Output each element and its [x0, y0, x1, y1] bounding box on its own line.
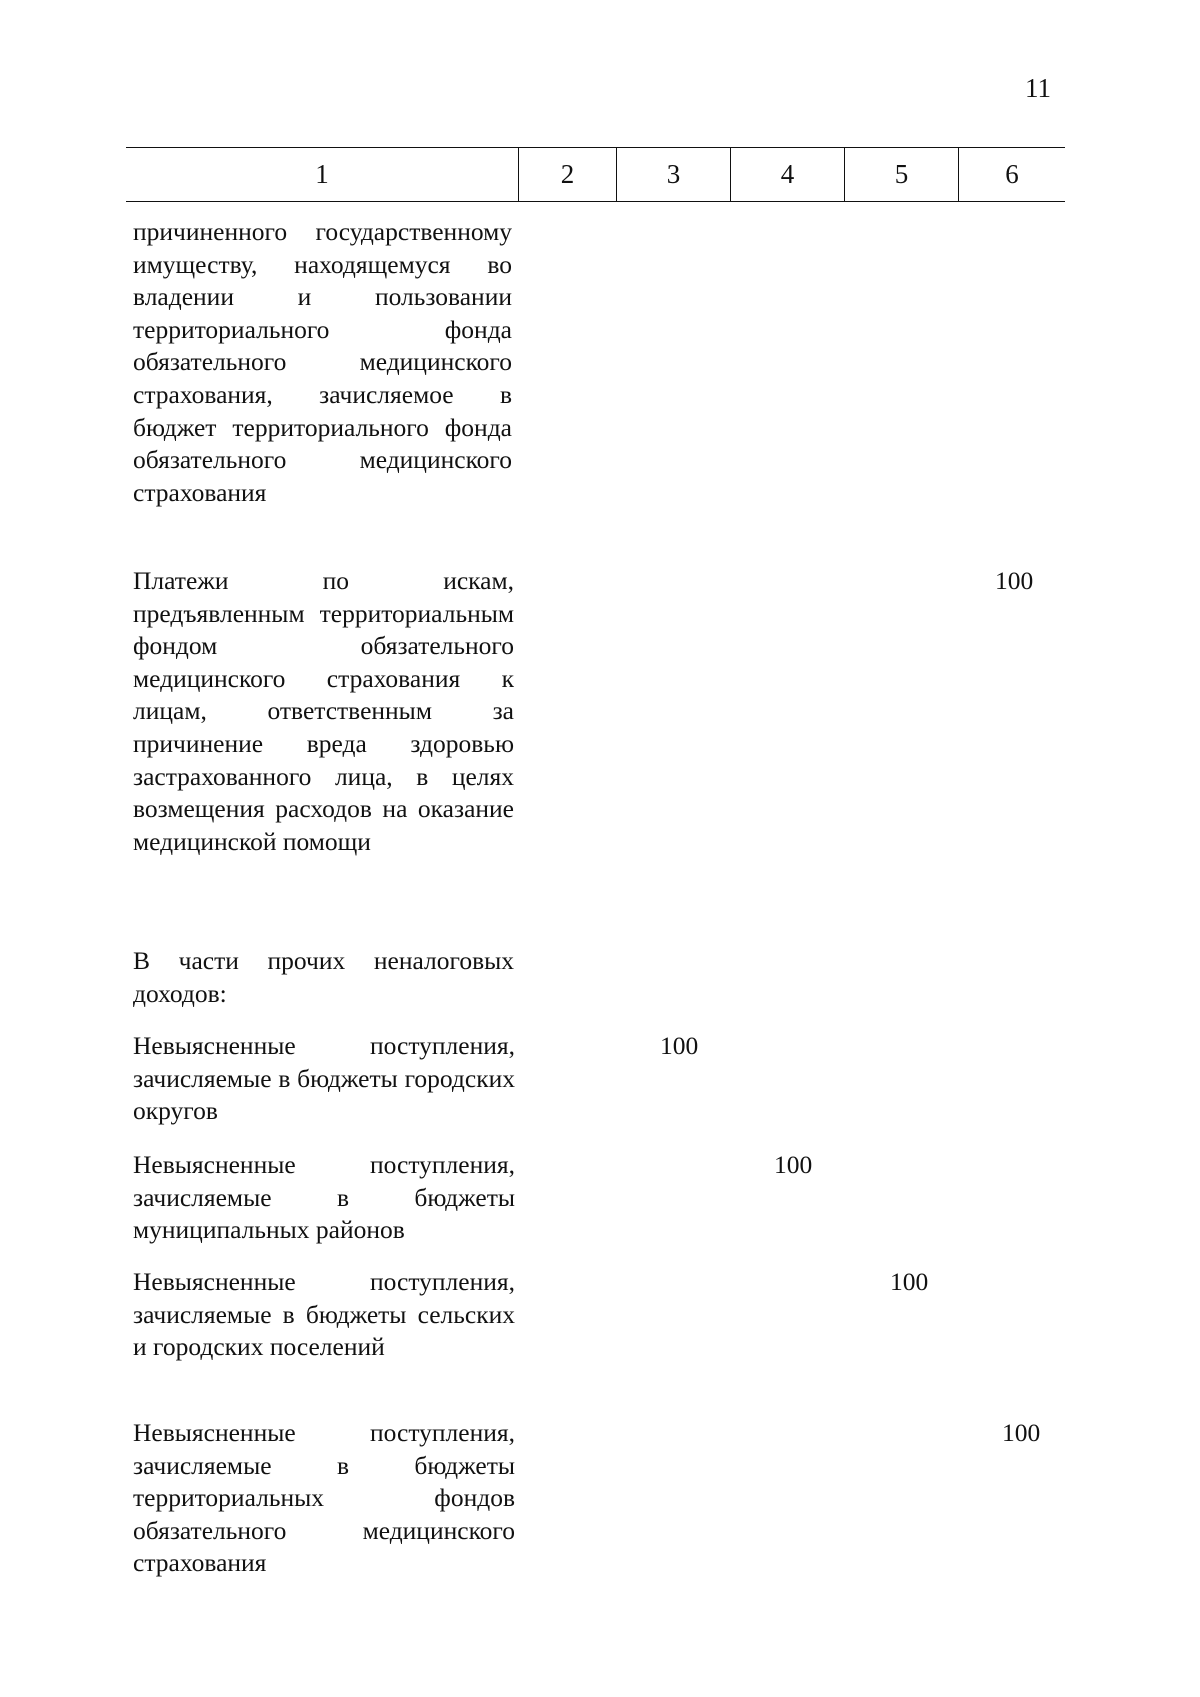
page-number: 11: [1025, 73, 1051, 103]
table-cell-col4: 100: [774, 1150, 813, 1179]
column-header-2: 2: [518, 148, 616, 201]
table-row-text: Невыясненные поступления, зачисляемые в бюджеты муниципальных районов: [133, 1150, 515, 1245]
table-cell-col3: 100: [660, 1031, 699, 1060]
table-cell-col6: 100: [995, 566, 1034, 595]
table-row-text: причиненного государственному имуществу, находящемуся во владении и пользовании территориального фонда обязательного медицинского страхования, зачисляемое в бюджет территориального фонда обязательного медицинского страхования: [133, 217, 512, 507]
table-cell-col5: 100: [890, 1267, 929, 1296]
column-header-5: 5: [844, 148, 958, 201]
column-header-4: 4: [730, 148, 844, 201]
column-header-1: 1: [315, 159, 329, 189]
table-cell-col6: 100: [1002, 1418, 1041, 1447]
table-row-text: Невыясненные поступления, зачисляемые в бюджеты городских округов: [133, 1031, 515, 1126]
column-header-6: 6: [958, 148, 1065, 201]
table-row-text: Платежи по искам, предъявленным территориальным фондом обязательного медицинского страхования к лицам, ответственным за причинение вреда здоровью застрахованного лица, в целях возмещения расходов на оказание медицинской помощи: [133, 566, 514, 856]
column-header-3: 3: [616, 148, 730, 201]
table-row-text: Невыясненные поступления, зачисляемые в бюджеты территориальных фондов обязательного медицинского страхования: [133, 1418, 515, 1578]
table-row-text: Невыясненные поступления, зачисляемые в бюджеты сельских и городских поселений: [133, 1267, 515, 1362]
table-row-text: В части прочих неналоговых доходов:: [133, 946, 514, 1008]
